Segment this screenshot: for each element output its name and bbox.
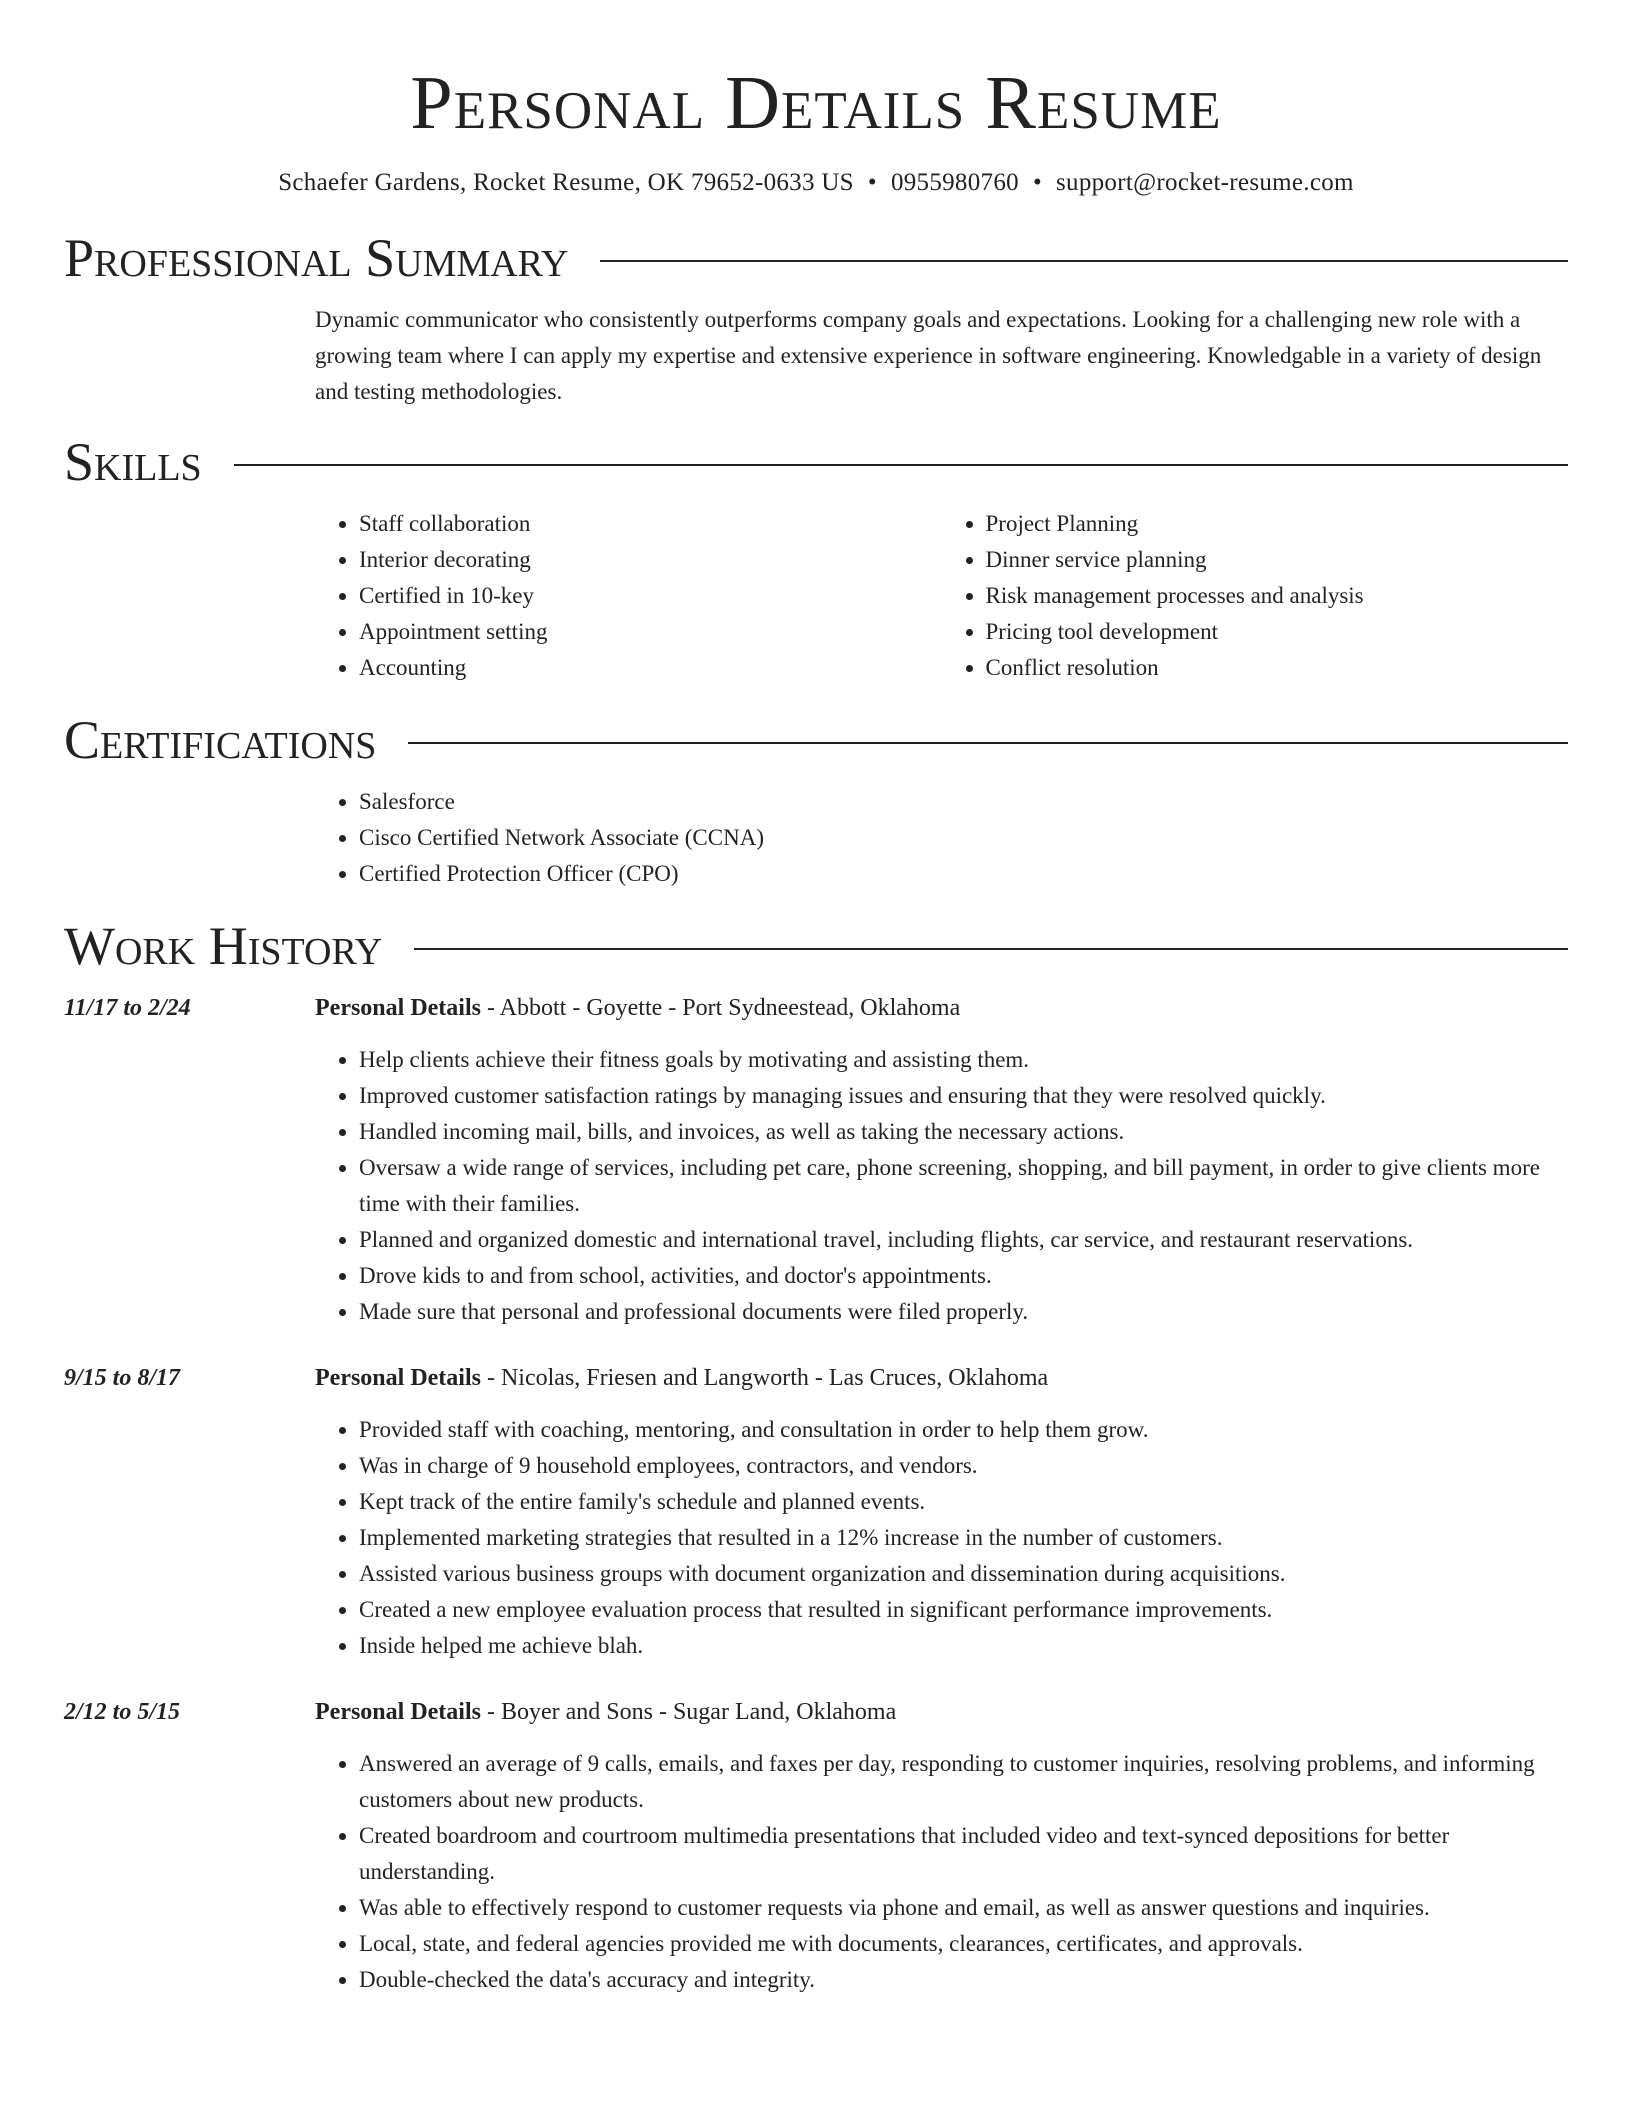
job-bullet: • Handled incoming mail, bills, and invoices, as well as taking the necessary actions. <box>359 1114 1568 1150</box>
section-header <box>64 432 1568 492</box>
skill-item: • Interior decorating <box>359 542 942 578</box>
section-title: Work History <box>64 916 383 976</box>
section-title: Certifications <box>64 710 377 770</box>
skill-item: • Appointment setting <box>359 614 942 650</box>
job-bullet: • Help clients achieve their fitness goals by motivating and assisting them. <box>359 1042 1568 1078</box>
job-bullet: • Oversaw a wide range of services, including pet care, phone screening, shopping, and bill payment, in order to give clients more time with their families. <box>359 1150 1568 1222</box>
job-dates: 9/15 to 8/17 <box>64 1365 181 1391</box>
job-bullet: • Drove kids to and from school, activities, and doctor's appointments. <box>359 1258 1568 1294</box>
section-header <box>64 228 1568 288</box>
section-header <box>64 710 1568 770</box>
job-bullet: • Provided staff with coaching, mentoring, and consultation in order to help them grow. <box>359 1412 1568 1448</box>
job-bullet: • Double-checked the data's accuracy and integrity. <box>359 1962 1568 1998</box>
section-divider <box>234 464 1568 466</box>
job-bullet: • Answered an average of 9 calls, emails, and faxes per day, responding to customer inquiries, resolving problems, and informing customers about new products. <box>359 1746 1568 1818</box>
job-bullets <box>315 1412 1568 1664</box>
job-bullet: • Was in charge of 9 household employees, contractors, and vendors. <box>359 1448 1568 1484</box>
contact-line <box>64 166 1568 200</box>
certifications-section <box>64 710 1568 892</box>
job-bullet: • Improved customer satisfaction ratings by managing issues and ensuring that they were resolved quickly. <box>359 1078 1568 1114</box>
job-heading <box>315 1360 1568 1396</box>
section-divider <box>408 742 1568 744</box>
certifications-body <box>315 784 1568 892</box>
skill-item: • Certified in 10-key <box>359 578 942 614</box>
job-company: - Abbott - Goyette - Port Sydneestead, Oklahoma <box>480 995 961 1021</box>
job-title: Personal Details <box>315 995 481 1021</box>
contact-separator: • <box>867 169 877 196</box>
section-divider <box>600 260 1568 262</box>
job-bullets <box>315 1042 1568 1330</box>
job-dates: 2/12 to 5/15 <box>64 1699 181 1725</box>
section-title: Skills <box>64 432 202 492</box>
job-title: Personal Details <box>315 1365 481 1391</box>
jobs-container <box>64 990 1568 1998</box>
work-history-section <box>64 916 1568 1998</box>
email-text: support@rocket-resume.com <box>1056 169 1354 196</box>
skills-section <box>64 432 1568 686</box>
certification-item: • Cisco Certified Network Associate (CCNA) <box>359 820 1568 856</box>
job-bullet: • Created a new employee evaluation process that resulted in significant performance improvements. <box>359 1592 1568 1628</box>
address-text: Schaefer Gardens, Rocket Resume, OK 79652-0633 US <box>278 169 854 196</box>
job-details <box>315 990 1568 1330</box>
section-divider <box>414 948 1568 950</box>
skill-item: • Conflict resolution <box>986 650 1569 686</box>
job-details <box>315 1360 1568 1664</box>
job-details <box>315 1694 1568 1998</box>
job-bullet: • Implemented marketing strategies that resulted in a 12% increase in the number of customers. <box>359 1520 1568 1556</box>
summary-text: Dynamic communicator who consistently outperforms company goals and expectations. Looking for a challenging new role with a growing team where I can apply my expertise and extensive experience in software engineering. Knowledgable in a variety of design and testing methodologies. <box>315 307 1542 404</box>
job-bullet: • Inside helped me achieve blah. <box>359 1628 1568 1664</box>
section-header <box>64 916 1568 976</box>
job-entry <box>64 1694 1568 1998</box>
job-bullet: • Local, state, and federal agencies provided me with documents, clearances, certificates, and approvals. <box>359 1926 1568 1962</box>
job-heading <box>315 1694 1568 1730</box>
certifications-list <box>315 784 1568 892</box>
job-heading <box>315 990 1568 1026</box>
contact-separator: • <box>1032 169 1042 196</box>
skill-item: • Risk management processes and analysis <box>986 578 1569 614</box>
skill-item: • Staff collaboration <box>359 506 942 542</box>
job-entry <box>64 1360 1568 1664</box>
job-bullet: • Planned and organized domestic and international travel, including flights, car service, and restaurant reservations. <box>359 1222 1568 1258</box>
job-bullet: • Assisted various business groups with document organization and dissemination during acquisitions. <box>359 1556 1568 1592</box>
job-bullets <box>315 1746 1568 1998</box>
skill-item: • Accounting <box>359 650 942 686</box>
resume-title: Personal Details Resume <box>410 61 1222 145</box>
certification-item: • Salesforce <box>359 784 1568 820</box>
job-company: - Nicolas, Friesen and Langworth - Las Cruces, Oklahoma <box>480 1365 1049 1391</box>
skills-grid <box>315 506 1568 686</box>
job-bullet: • Created boardroom and courtroom multimedia presentations that included video and text-synced depositions for better understanding. <box>359 1818 1568 1890</box>
job-bullet: • Was able to effectively respond to customer requests via phone and email, as well as answer questions and inquiries. <box>359 1890 1568 1926</box>
summary-section <box>64 228 1568 410</box>
skills-list-left <box>315 506 942 686</box>
job-bullet: • Kept track of the entire family's schedule and planned events. <box>359 1484 1568 1520</box>
job-dates: 11/17 to 2/24 <box>64 995 191 1021</box>
skill-item: • Pricing tool development <box>986 614 1569 650</box>
job-title: Personal Details <box>315 1699 481 1725</box>
certification-item: • Certified Protection Officer (CPO) <box>359 856 1568 892</box>
skill-item: • Dinner service planning <box>986 542 1569 578</box>
section-title: Professional Summary <box>64 228 569 288</box>
job-entry <box>64 990 1568 1330</box>
job-company: - Boyer and Sons - Sugar Land, Oklahoma <box>480 1699 897 1725</box>
phone-text: 0955980760 <box>890 169 1019 196</box>
skills-list-right <box>942 506 1569 686</box>
skill-item: • Project Planning <box>986 506 1569 542</box>
job-bullet: • Made sure that personal and professional documents were filed properly. <box>359 1294 1568 1330</box>
